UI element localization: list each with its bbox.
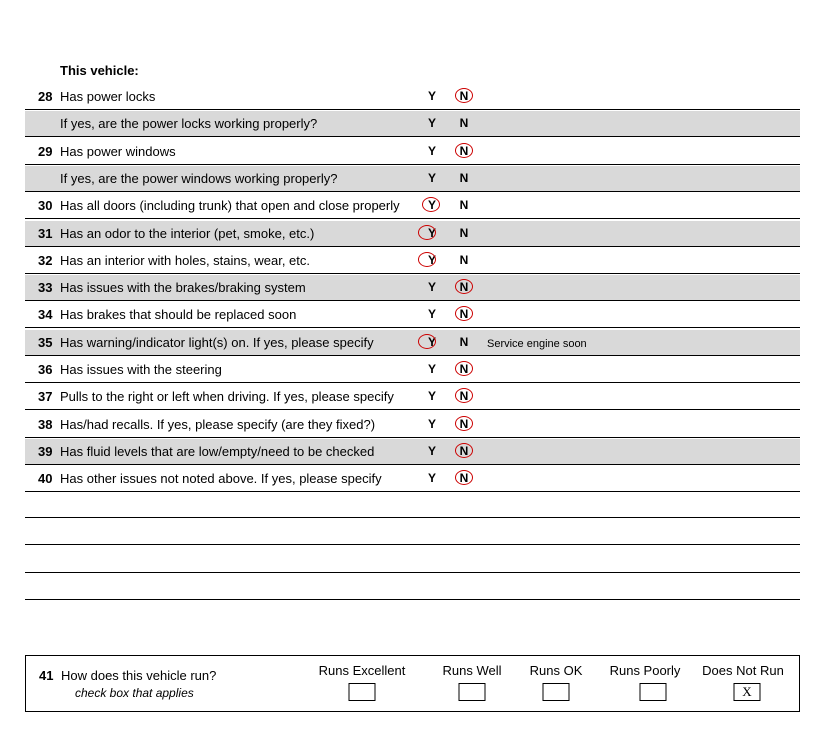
no-circle-mark	[455, 143, 473, 158]
question-text: Has fluid levels that are low/empty/need to be checked	[60, 443, 375, 459]
yes-circle-mark	[418, 252, 436, 267]
section-header: This vehicle:	[60, 63, 139, 78]
no-circle-mark	[455, 279, 473, 294]
question-text: Has all doors (including trunk) that open and close properly	[60, 198, 400, 214]
yes-circle-mark	[418, 334, 436, 349]
yes-option[interactable]: Y	[427, 362, 436, 376]
question-number: 40	[38, 471, 53, 487]
checkbox-runs-poorly[interactable]	[640, 683, 667, 701]
question-number: 31	[38, 225, 53, 241]
yes-circle-mark	[418, 225, 436, 240]
question-number: 32	[38, 252, 53, 268]
no-option[interactable]: N	[459, 334, 469, 349]
checkbox-runs-ok[interactable]	[543, 683, 570, 701]
yes-option[interactable]: Y	[427, 416, 436, 431]
no-option[interactable]: N	[459, 307, 469, 322]
yes-option[interactable]: Y	[427, 334, 436, 349]
option-label-runs-well: Runs Well	[442, 663, 502, 678]
question-number: 41	[39, 668, 54, 683]
blank-line	[25, 517, 800, 518]
yes-option[interactable]: Y	[427, 280, 436, 295]
yes-option[interactable]: Y	[427, 389, 436, 404]
specify-note: Service engine soon	[487, 337, 587, 350]
question-text: Has warning/indicator light(s) on. If yes, please specify	[60, 334, 374, 350]
question-instruction: check box that applies	[75, 686, 194, 700]
option-label-runs-ok: Runs OK	[529, 663, 583, 678]
yes-option[interactable]: Y	[427, 89, 436, 103]
question-text: Has/had recalls. If yes, please specify (are they fixed?)	[60, 416, 376, 432]
yes-option[interactable]: Y	[427, 116, 436, 131]
no-circle-mark	[455, 88, 473, 103]
yes-option[interactable]: Y	[427, 170, 436, 185]
no-option[interactable]: N	[459, 443, 469, 458]
blank-line	[25, 599, 800, 600]
yes-option[interactable]: Y	[427, 443, 436, 458]
yes-option[interactable]: Y	[427, 143, 436, 158]
question-number: 34	[38, 307, 53, 323]
question-row	[25, 357, 800, 383]
no-option[interactable]: N	[459, 89, 469, 103]
no-circle-mark	[455, 361, 473, 376]
no-option[interactable]: N	[459, 116, 469, 131]
question-text: Pulls to the right or left when driving. If yes, please specify	[60, 389, 394, 405]
no-circle-mark	[455, 416, 473, 431]
question-text: Has brakes that should be replaced soon	[60, 307, 297, 323]
question-row	[25, 412, 800, 438]
yes-option[interactable]: Y	[427, 471, 436, 486]
no-option[interactable]: N	[459, 170, 469, 185]
question-number: 37	[38, 389, 53, 405]
no-option[interactable]: N	[459, 252, 469, 267]
option-label-does-not-run: Does Not Run	[702, 663, 784, 678]
question-row	[25, 84, 800, 110]
question-text: How does this vehicle run?	[61, 668, 217, 683]
no-option[interactable]: N	[459, 225, 469, 240]
question-row	[25, 466, 800, 492]
yes-option[interactable]: Y	[427, 307, 436, 322]
question-row	[25, 139, 800, 165]
yes-option[interactable]: Y	[427, 198, 436, 213]
no-option[interactable]: N	[459, 280, 469, 295]
question-row	[25, 384, 800, 410]
no-circle-mark	[455, 443, 473, 458]
blank-line	[25, 572, 800, 573]
yes-option[interactable]: Y	[427, 252, 436, 267]
question-row	[25, 193, 800, 219]
question-text: Has an odor to the interior (pet, smoke, etc.)	[60, 225, 315, 241]
question-row	[25, 302, 800, 328]
question-number: 38	[38, 416, 53, 432]
question-row	[25, 439, 800, 465]
question-text: If yes, are the power locks working properly?	[60, 116, 318, 132]
checkbox-runs-well[interactable]	[459, 683, 486, 701]
question-text: If yes, are the power windows working properly?	[60, 170, 338, 186]
question-row	[25, 248, 800, 274]
no-option[interactable]: N	[459, 389, 469, 404]
question-number: 30	[38, 198, 53, 214]
question-text: Has issues with the brakes/braking system	[60, 280, 306, 296]
question-number: 28	[38, 89, 53, 104]
question-row	[25, 166, 800, 192]
question-number: 29	[38, 143, 53, 159]
blank-line	[25, 544, 800, 545]
option-label-runs-poorly: Runs Poorly	[609, 663, 681, 678]
question-number: 35	[38, 334, 53, 350]
question-text: Has an interior with holes, stains, wear, etc.	[60, 252, 311, 268]
no-option[interactable]: N	[459, 362, 469, 376]
question-row	[25, 330, 800, 356]
checkbox-does-not-run[interactable]: X	[734, 683, 761, 701]
checkbox-runs-excellent[interactable]	[349, 683, 376, 701]
no-option[interactable]: N	[459, 198, 469, 213]
question-text: Has other issues not noted above. If yes, please specify	[60, 471, 382, 487]
question-text: Has power windows	[60, 143, 176, 159]
question-number: 39	[38, 443, 53, 459]
question-row	[25, 221, 800, 247]
question-text: Has issues with the steering	[60, 362, 222, 377]
question-row	[25, 275, 800, 301]
question-number: 36	[38, 362, 53, 377]
question-41-box	[25, 655, 800, 712]
yes-option[interactable]: Y	[427, 225, 436, 240]
no-option[interactable]: N	[459, 471, 469, 486]
no-option[interactable]: N	[459, 143, 469, 158]
no-option[interactable]: N	[459, 416, 469, 431]
option-label-runs-excellent: Runs Excellent	[318, 663, 406, 678]
question-row	[25, 111, 800, 137]
question-number: 33	[38, 280, 53, 296]
question-text: Has power locks	[60, 89, 156, 104]
